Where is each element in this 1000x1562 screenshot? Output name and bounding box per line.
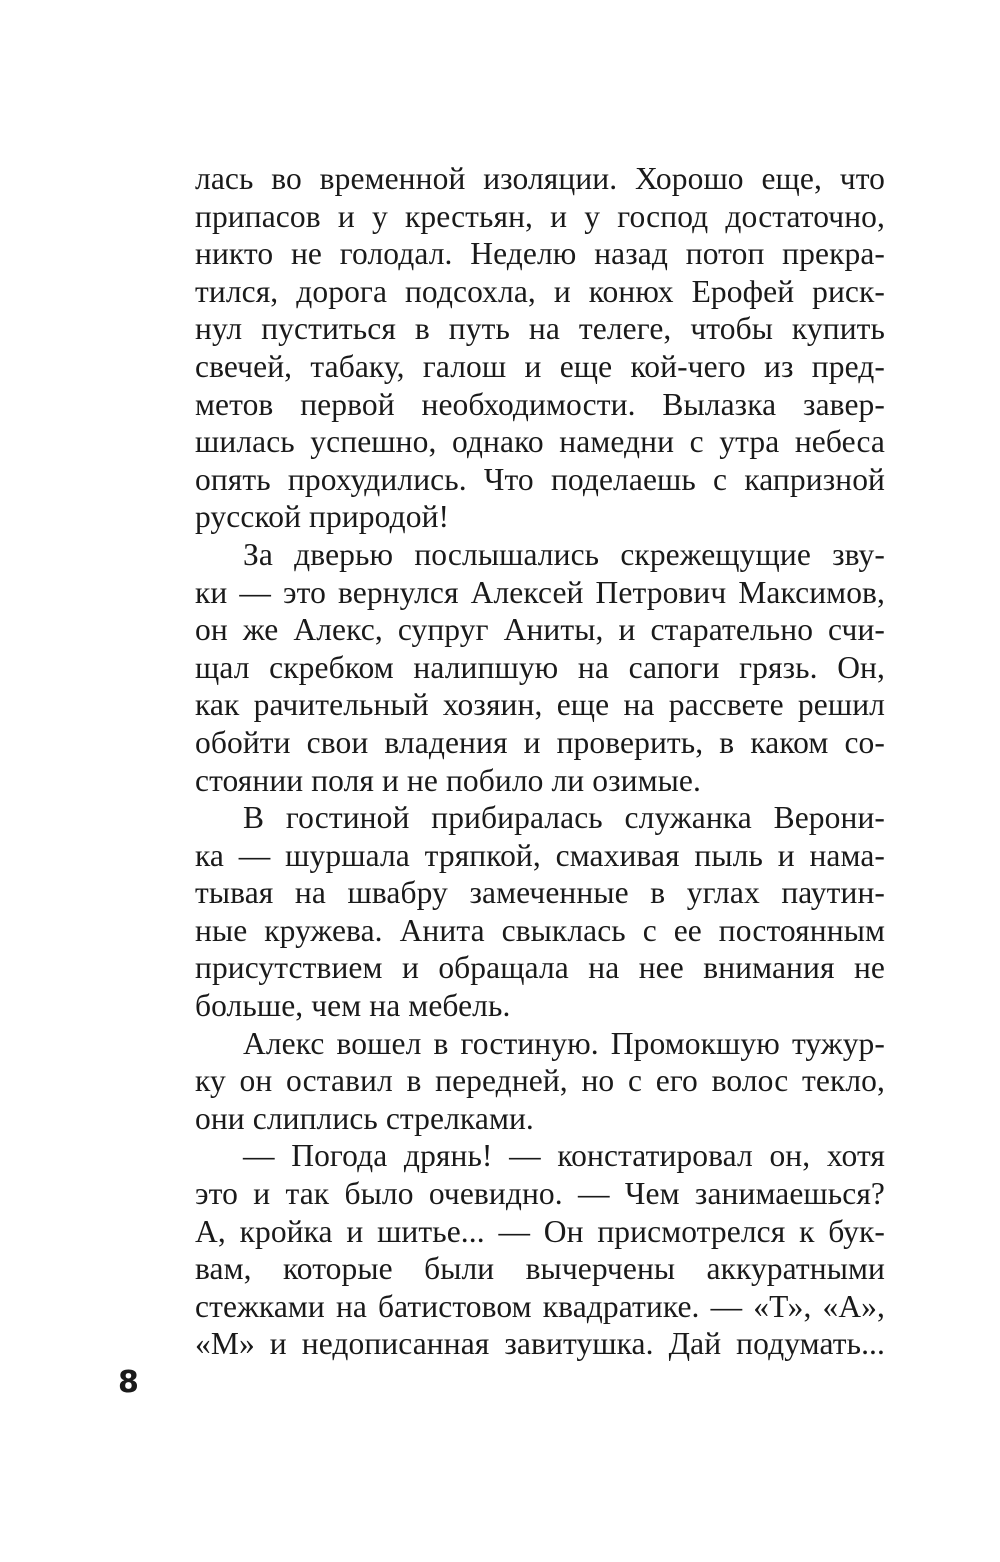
body-text [195,160,885,1363]
text-line: тывая на швабру замеченные в углах паутин- [195,875,885,911]
text-line: обойти свои владения и проверить, в каком со- [195,724,885,760]
text-line: метов первой необходимости. Вылазка завер- [195,386,885,422]
page-number: 8 [118,1365,139,1400]
text-line: присутствием и обращала на нее внимания не [195,950,885,986]
text-line: ки — это вернулся Алексей Петрович Максимов, [195,574,885,610]
text-line: припасов и у крестьян, и у господ достаточно, [195,198,885,234]
text-line: А, кройка и шитье... — Он присмотрелся к бук- [195,1213,885,1249]
text-line: он же Алекс, супруг Аниты, и старательно счи- [195,612,885,648]
text-line: опять прохудились. Что поделаешь с капризной [195,461,885,497]
text-line: шилась успешно, однако намедни с утра небеса [195,424,885,460]
text-line: никто не голодал. Неделю назад потоп прекра- [195,236,885,272]
text-line: ку он оставил в передней, но с его волос текло, [195,1063,885,1099]
text-line: нул пуститься в путь на телеге, чтобы купить [195,311,885,347]
text-line: они слиплись стрелками. [195,1100,534,1136]
text-line: лась во временной изоляции. Хорошо еще, что [195,161,885,196]
text-line: За дверью послышались скрежещущие зву- [243,536,885,572]
text-line: В гостиной прибиралась служанка Верони- [243,800,885,836]
text-line: ка — шуршала тряпкой, смахивая пыль и нама- [195,837,885,873]
text-line: свечей, табаку, галош и еще кой-чего из пред- [195,348,885,384]
text-line: — Погода дрянь! — констатировал он, хотя [243,1138,885,1174]
text-line: русской природой! [195,499,450,535]
text-line: тился, дорога подсохла, и конюх Ерофей риск- [195,273,885,309]
text-line: больше, чем на мебель. [195,988,511,1024]
text-line: ные кружева. Анита свыклась с ее постоянным [195,912,885,948]
text-line: стежками на батистовом квадратике. — «Т», «А», [195,1288,885,1324]
text-line: как рачительный хозяин, еще на рассвете решил [195,687,885,723]
text-line: Алекс вошел в гостиную. Промокшую тужур- [243,1025,885,1061]
text-line: вам, которые были вычерчены аккуратными [195,1251,885,1287]
text-line: «М» и недописанная завитушка. Дай подумать... [195,1326,885,1362]
text-line: щал скребком налипшую на сапоги грязь. Он, [195,649,885,685]
text-line: это и так было очевидно. — Чем занимаешься? [195,1176,885,1212]
text-line: стоянии поля и не побило ли озимые. [195,762,701,798]
